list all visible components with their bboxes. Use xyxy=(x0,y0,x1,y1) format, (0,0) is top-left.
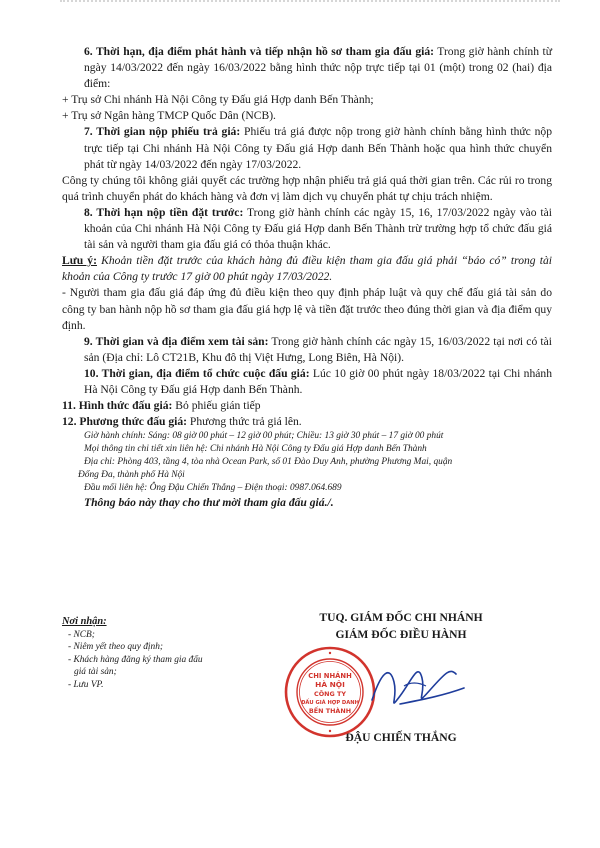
contact-info: Mọi thông tin chi tiết xin liên hệ: Chi nhánh Hà Nội Công ty Đấu giá Hợp danh Bến Thành xyxy=(84,444,427,455)
signer-name: ĐẬU CHIẾN THẮNG xyxy=(345,731,457,744)
section-10: 10. Thời gian, địa điểm tổ chức cuộc đấu giá: Lúc 10 giờ 00 phút ngày 18/03/2022 tại Chi nhánh Hà Nội Công ty Đấu giá Hợp danh Bến Thành. xyxy=(84,366,552,396)
recipients-title: Nơi nhận: xyxy=(62,616,107,627)
closing-line: Thông báo này thay cho thư mời tham gia đấu giá./. xyxy=(84,496,334,510)
contact-address: Địa chỉ: Phòng 403, tầng 4, tòa nhà Ocean Park, số 01 Đào Duy Anh, phường Phương Mai, quận xyxy=(84,457,453,468)
section-8: 8. Thời hạn nộp tiền đặt trước: Trong giờ hành chính các ngày 15, 16, 17/03/2022 ngày vào tài khoản của Chi nhánh Hà Nội Công ty Đấu giá Hợp danh Bến Thành trừ trường hợp tổ chức đấu giá tài sản và người tham gia đấu giá có thỏa thuận khác. xyxy=(84,205,552,252)
recipient-item: - Niêm yết theo quy định; xyxy=(68,642,164,653)
signature-title-2: GIÁM ĐỐC ĐIỀU HÀNH xyxy=(335,627,467,641)
section-7-note: Công ty chúng tôi không giải quyết các trường hợp nhận phiếu trả giá quá thời gian trên. Các rủi ro trong quá trình chuyển phát do khách hàng và đơn vị làm dịch vụ chuyển phát tự chịu trách nhiệm. xyxy=(62,173,552,203)
section-6-bullet: + Trụ sở Ngân hàng TMCP Quốc Dân (NCB). xyxy=(62,109,276,123)
recipient-item: - NCB; xyxy=(68,629,95,640)
recipient-item: - Khách hàng đăng ký tham gia đấu xyxy=(68,654,203,665)
document-body xyxy=(62,44,552,511)
section-11: 11. Hình thức đấu giá: Bỏ phiếu gián tiếp xyxy=(62,399,261,413)
recipients-block xyxy=(62,616,262,692)
svg-text:ĐẤU GIÁ HỢP DANH: ĐẤU GIÁ HỢP DANH xyxy=(301,700,359,706)
svg-text:HÀ NỘI: HÀ NỘI xyxy=(315,680,345,689)
handwritten-signature-icon xyxy=(360,652,470,722)
section-6-bullet: + Trụ sở Chi nhánh Hà Nội Công ty Đấu giá Hợp danh Bến Thành; xyxy=(62,93,374,107)
section-8-note: Lưu ý: Khoản tiền đặt trước của khách hàng đủ điều kiện tham gia đấu giá phải “báo có” trong tài khoản của Công ty trước 17 giờ 00 phút ngày 17/03/2022. xyxy=(62,254,552,284)
section-8-extra: - Người tham gia đấu giá đáp ứng đủ điều kiện theo quy định pháp luật và quy chế đấu giá tài sản do công ty ban hành nộp hồ sơ tham gia đấu giá hợp lệ và tiền đặt trước theo đúng thời gian và địa điểm quy định. xyxy=(62,286,552,332)
section-9: 9. Thời gian và địa điểm xem tài sản: Trong giờ hành chính các ngày 15, 16/03/2022 tại nơi có tài sản (Địa chỉ: Lô CT21B, Khu đô thị Việt Hưng, Long Biên, Hà Nội). xyxy=(84,334,552,364)
contact-hours: Giờ hành chính: Sáng: 08 giờ 00 phút – 12 giờ 00 phút; Chiều: 13 giờ 30 phút – 17 giờ 00 phút xyxy=(84,431,444,442)
contact-phone: Đầu mối liên hệ: Ông Đậu Chiến Thắng – Điện thoại: 0987.064.689 xyxy=(84,483,342,494)
previous-page-edge xyxy=(60,0,560,8)
section-12: 12. Phương thức đấu giá: Phương thức trả giá lên. xyxy=(62,415,302,429)
section-7: 7. Thời gian nộp phiếu trả giá: Phiếu trả giá được nộp trong giờ hành chính bằng hình thức nộp trực tiếp tại Chi nhánh Hà Nội Công ty Đấu giá Hợp danh Bến Thành hoặc qua hình thức chuyển phát từ ngày 14/03/2022 đến ngày 17/03/2022. xyxy=(84,125,552,171)
section-6: 6. Thời hạn, địa điểm phát hành và tiếp nhận hồ sơ tham gia đấu giá: Trong giờ hành chính từ ngày 14/03/2022 đến ngày 16/03/2022 bằng hình thức nộp trực tiếp tại 01 (một) trong 02 (hai) địa điểm: xyxy=(84,45,552,91)
svg-text:CÔNG TY: CÔNG TY xyxy=(314,690,346,698)
svg-text:BẾN THÀNH: BẾN THÀNH xyxy=(308,707,352,715)
svg-text:CHI NHÁNH: CHI NHÁNH xyxy=(308,672,352,680)
contact-address-cont: Đống Đa, thành phố Hà Nội xyxy=(78,470,185,481)
signature-title-1: TUQ. GIÁM ĐỐC CHI NHÁNH xyxy=(319,611,483,624)
recipient-item: giá tài sản; xyxy=(74,667,117,678)
recipient-item: - Lưu VP. xyxy=(68,679,104,690)
